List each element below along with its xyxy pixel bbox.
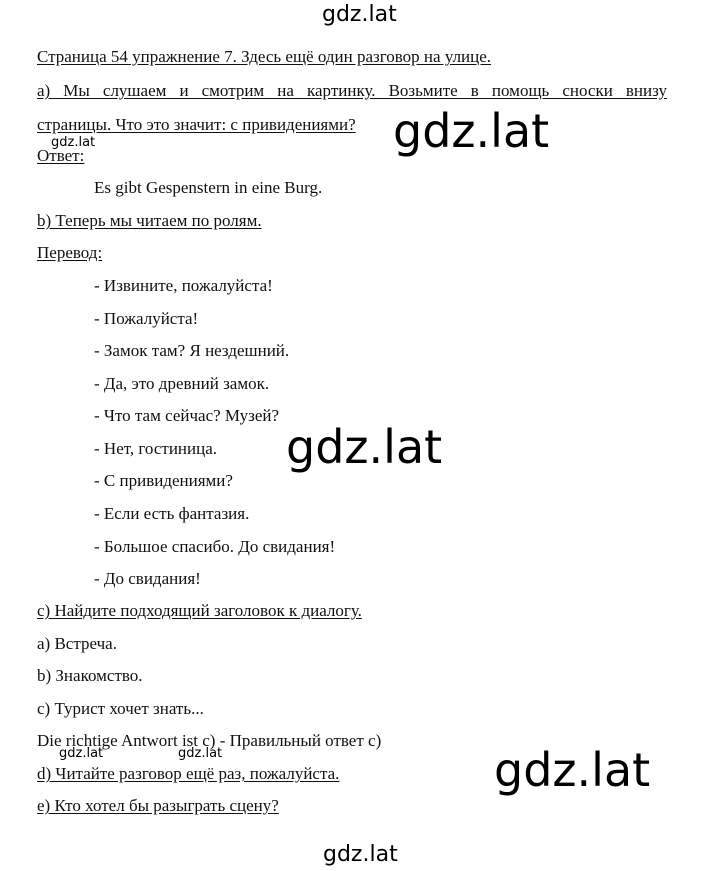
- watermark-large: gdz.lat: [494, 743, 651, 797]
- dialogue-line: - Нет, гостиница.: [94, 439, 218, 458]
- watermark-top: gdz.lat: [322, 2, 397, 27]
- task-a-line-2: страницы. Что это значит: с привидениями?: [37, 115, 356, 134]
- option-c: c) Турист хочет знать...: [37, 699, 204, 718]
- watermark-small: gdz.lat: [51, 135, 96, 150]
- task-e: e) Кто хотел бы разыграть сцену?: [37, 796, 279, 815]
- answer-text: Es gibt Gespenstern in eine Burg.: [94, 178, 323, 197]
- dialogue-line: - Что там сейчас? Музей?: [94, 406, 280, 425]
- dialogue-line: - Извините, пожалуйста!: [94, 276, 273, 295]
- dialogue-line: - До свидания!: [94, 569, 201, 588]
- watermark-large: gdz.lat: [393, 104, 550, 158]
- task-c: c) Найдите подходящий заголовок к диалогу.: [37, 601, 362, 620]
- watermark-small: gdz.lat: [59, 746, 104, 761]
- option-b: b) Знакомство.: [37, 666, 143, 685]
- task-d: d) Читайте разговор ещё раз, пожалуйста.: [37, 764, 340, 783]
- correct-answer: Die richtige Antwort ist c) - Правильный ответ c): [37, 731, 382, 750]
- dialogue-line: - Замок там? Я нездешний.: [94, 341, 290, 360]
- page-header: Страница 54 упражнение 7. Здесь ещё один разговор на улице.: [37, 47, 492, 66]
- dialogue-line: - Да, это древний замок.: [94, 374, 270, 393]
- task-b: b) Теперь мы читаем по ролям.: [37, 211, 262, 230]
- dialogue-line: - Если есть фантазия.: [94, 504, 250, 523]
- answer-label: Ответ:: [37, 146, 85, 165]
- watermark-bottom: gdz.lat: [323, 842, 398, 867]
- dialogue-line: - Большое спасибо. До свидания!: [94, 537, 336, 556]
- dialogue-line: - С привидениями?: [94, 471, 233, 490]
- option-a: а) Встреча.: [37, 634, 117, 653]
- translation-label: Перевод:: [37, 243, 103, 262]
- task-a: [37, 81, 667, 149]
- watermark-large: gdz.lat: [286, 420, 443, 474]
- dialogue-line: - Пожалуйста!: [94, 309, 199, 328]
- watermark-small: gdz.lat: [178, 746, 223, 761]
- task-a-line-1: а) Мы слушаем и смотрим на картинку. Возьмите в помощь сноски внизу: [37, 81, 667, 100]
